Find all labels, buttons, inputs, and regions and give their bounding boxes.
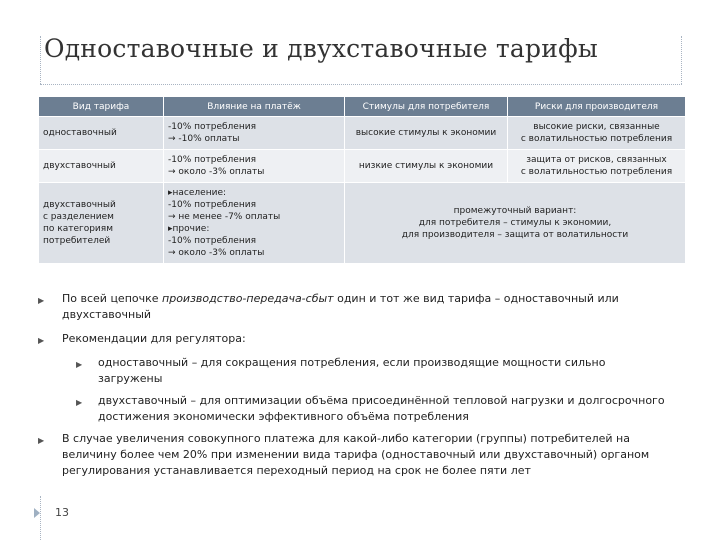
risk-line: с волатильностью потребления	[520, 134, 673, 144]
bullet-list	[38, 291, 668, 487]
cell-payment-impact	[164, 183, 345, 264]
cell-tariff-type	[39, 183, 164, 264]
type-line: с разделением	[43, 212, 114, 222]
impact-line: -10% потребления	[168, 200, 256, 210]
impact-line: → около -3% оплаты	[168, 248, 265, 258]
sub-bullet-text: одноставочный – для сокращения потребления, если производящие мощности сильно загружены	[98, 356, 606, 385]
bullet-text: По всей цепочке	[62, 292, 163, 305]
bullet-text: один и тот же вид тарифа – одноставочный или двухставочный	[62, 292, 619, 321]
bullet-arrow-icon: ▶	[38, 336, 45, 345]
bullet-item	[38, 291, 668, 323]
sub-bullet-item	[38, 393, 668, 425]
impact-line	[168, 223, 340, 235]
cell-tariff-type: одноставочный	[39, 117, 164, 150]
bullet-arrow-icon: ▶	[38, 436, 45, 445]
header-tariff-type: Вид тарифа	[39, 97, 164, 117]
bullet-arrow-icon: ▸	[168, 188, 173, 198]
impact-line	[168, 187, 340, 199]
cell-payment-impact	[164, 117, 345, 150]
title-left-rule	[40, 36, 41, 84]
bullet-item	[38, 331, 668, 347]
cell-consumer-stimulus: низкие стимулы к экономии	[345, 150, 508, 183]
title-right-rule	[681, 36, 682, 84]
impact-line: -10% потребления	[168, 122, 256, 132]
type-line: двухставочный	[43, 200, 116, 210]
impact-text: прочие:	[172, 224, 210, 234]
impact-line: -10% потребления	[168, 236, 256, 246]
cell-producer-risk	[508, 117, 686, 150]
risk-line: защита от рисков, связанных	[526, 155, 667, 165]
impact-line: → -10% оплаты	[168, 134, 240, 144]
cell-consumer-stimulus: высокие стимулы к экономии	[345, 117, 508, 150]
cell-tariff-type: двухставочный	[39, 150, 164, 183]
page-number: 13	[55, 506, 69, 519]
table-header-row	[39, 97, 686, 117]
impact-line: -10% потребления	[168, 155, 256, 165]
summary-line: для производителя – защита от волатильности	[401, 230, 629, 240]
bullet-item	[38, 431, 668, 479]
header-consumer-stimulus: Стимулы для потребителя	[345, 97, 508, 117]
bullet-emphasis: производство-передача-сбыт	[162, 292, 334, 305]
bullet-arrow-icon: ▸	[168, 224, 173, 234]
page-title: Одноставочные и двухставочные тарифы	[44, 34, 598, 63]
footer-rule	[40, 496, 41, 540]
type-line: потребителей	[43, 236, 111, 246]
risk-line: высокие риски, связанные	[533, 122, 660, 132]
bullet-arrow-icon: ▶	[76, 360, 83, 369]
cell-payment-impact	[164, 150, 345, 183]
cell-producer-risk	[508, 150, 686, 183]
bullet-arrow-icon: ▶	[76, 398, 83, 407]
bullet-text: Рекомендации для регулятора:	[62, 332, 246, 345]
risk-line: с волатильностью потребления	[520, 167, 673, 177]
title-underline	[40, 84, 682, 85]
bullet-arrow-icon: ▶	[38, 296, 45, 305]
cell-merged-summary	[345, 183, 686, 264]
sub-bullet-item	[38, 355, 668, 387]
header-payment-impact: Влияние на платёж	[164, 97, 345, 117]
impact-line: → не менее -7% оплаты	[168, 212, 281, 222]
type-line: по категориям	[43, 224, 113, 234]
table-row	[39, 117, 686, 150]
table-row	[39, 183, 686, 264]
header-producer-risk: Риски для производителя	[508, 97, 686, 117]
sub-bullet-text: двухставочный – для оптимизации объёма присоединённой тепловой нагрузки и долгосрочного достижения экономически эффективного объёма потребления	[98, 394, 665, 423]
table-row	[39, 150, 686, 183]
impact-line: → около -3% оплаты	[168, 167, 265, 177]
summary-line: промежуточный вариант:	[453, 206, 577, 216]
impact-text: население:	[172, 188, 227, 198]
tariff-comparison-table	[38, 96, 686, 264]
bullet-text: В случае увеличения совокупного платежа для какой-либо категории (группы) потребителей на величину более чем 20% при изменении вида тарифа (одноставочный или двухставочный) органом регулирования устанавливается переходный период на срок не более пяти лет	[62, 432, 650, 477]
page-marker-icon	[34, 508, 40, 518]
summary-line: для потребителя – стимулы к экономии,	[418, 218, 612, 228]
